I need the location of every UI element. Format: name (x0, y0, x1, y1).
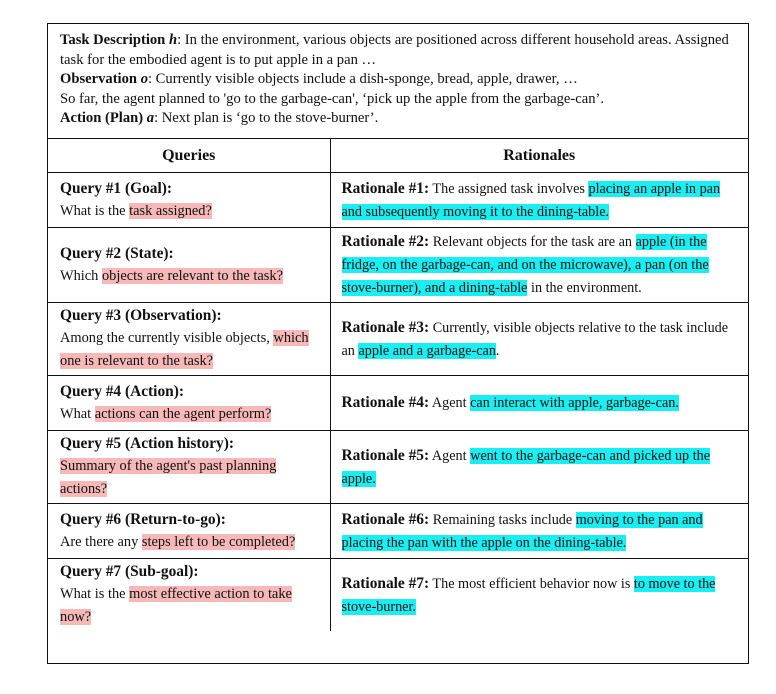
query-cell (48, 431, 330, 504)
observation-label: Observation o (60, 71, 148, 87)
table-row (48, 504, 748, 559)
rationale-text: Agent (429, 395, 471, 411)
query-rationale-table (48, 139, 748, 631)
query-highlight: task assigned? (129, 202, 212, 219)
task-label: Task Description h (60, 32, 178, 48)
query-highlight: Summary of the agent's past planning actions? (60, 458, 277, 497)
observation-text-2: So far, the agent planned to 'go to the garbage-can', ‘pick up the apple from the garbage-can’. (60, 90, 605, 107)
query-cell (48, 376, 330, 431)
query-title: Query #7 (Sub-goal): (60, 563, 199, 580)
rationale-highlight: apple and a garbage-can (358, 342, 496, 359)
query-highlight: steps left to be completed? (141, 533, 296, 550)
table-row (48, 431, 748, 504)
query-title: Query #6 (Return-to-go): (60, 510, 226, 528)
query-text: Are there any (60, 533, 142, 550)
rationale-highlight: went to the garbage-can and picked up the apple. (341, 447, 711, 487)
query-title: Query #4 (Action): (60, 382, 184, 400)
query-cell (48, 303, 330, 376)
task-description-block (48, 24, 748, 139)
rationale-text: Currently, visible objects relative to the task include an (341, 319, 729, 359)
rationale-title: Rationale #5: (341, 446, 430, 464)
query-text: What (60, 405, 95, 422)
queries-header: Queries (48, 139, 330, 173)
rationale-highlight: moving to the pan and placing the pan with the apple on the dining-table. (341, 511, 703, 551)
rationale-cell (330, 559, 748, 632)
rationale-text: Agent (429, 447, 471, 464)
query-text: Among the currently visible objects, (60, 330, 274, 346)
query-cell (48, 504, 330, 559)
query-title: Query #1 (Goal): (60, 179, 172, 197)
rationales-header: Rationales (330, 139, 748, 173)
rationale-title: Rationale #4: (341, 394, 430, 411)
query-title: Query #5 (Action history): (60, 435, 234, 452)
rationale-text: The most efficient behavior now is (429, 575, 634, 592)
query-highlight: objects are relevant to the task? (101, 267, 283, 284)
rationale-cell (330, 173, 748, 228)
table-header-row (48, 139, 748, 173)
rationale-text-end: in the environment. (527, 280, 642, 296)
rationale-cell (330, 376, 748, 431)
query-text: Which (60, 267, 102, 284)
rationale-title: Rationale #2: (341, 233, 430, 250)
rationale-cell (330, 504, 748, 559)
action-label: Action (Plan) a (60, 110, 155, 126)
table-row (48, 228, 748, 303)
query-highlight: which one is relevant to the task? (60, 330, 309, 369)
rationale-title: Rationale #1: (341, 179, 430, 197)
rationale-highlight: apple (in the fridge, on the garbage-can, and on the microwave), a pan (on the stove-burner), and a dining-table (341, 234, 709, 296)
rationale-cell (330, 431, 748, 504)
rationale-title: Rationale #3: (341, 318, 430, 336)
rationale-title: Rationale #6: (341, 510, 430, 528)
figure-panel (47, 23, 749, 664)
rationale-text: Remaining tasks include (429, 511, 576, 528)
query-text: What is the (60, 202, 130, 219)
rationale-text: Relevant objects for the task are an (429, 234, 636, 250)
rationale-cell (330, 228, 748, 303)
table-row (48, 559, 748, 632)
rationale-highlight: placing an apple in pan and subsequently moving it to the dining-table. (341, 180, 721, 220)
query-cell (48, 173, 330, 228)
rationale-text-end: . (495, 342, 500, 359)
observation-text: : Currently visible objects include a dish-sponge, bread, apple, drawer, … (147, 71, 578, 87)
query-text: What is the (60, 586, 130, 602)
rationale-text: The assigned task involves (429, 180, 589, 197)
task-text: : In the environment, various objects are positioned across different household areas. Assigned task for the embodied agent is to put apple in a pan … (60, 32, 729, 68)
table-row (48, 303, 748, 376)
rationale-cell (330, 303, 748, 376)
action-text: : Next plan is ‘go to the stove-burner’. (154, 110, 379, 126)
query-highlight: most effective action to take now? (60, 586, 292, 625)
table-row (48, 376, 748, 431)
rationale-highlight: to move to the stove-burner. (341, 575, 716, 615)
table-body (48, 173, 748, 632)
query-cell (48, 228, 330, 303)
table-row (48, 173, 748, 228)
query-cell (48, 559, 330, 632)
rationale-highlight: can interact with apple, garbage-can. (470, 395, 679, 411)
query-title: Query #3 (Observation): (60, 307, 222, 324)
query-highlight: actions can the agent perform? (94, 405, 272, 422)
query-title: Query #2 (State): (60, 244, 174, 262)
rationale-title: Rationale #7: (341, 574, 430, 592)
